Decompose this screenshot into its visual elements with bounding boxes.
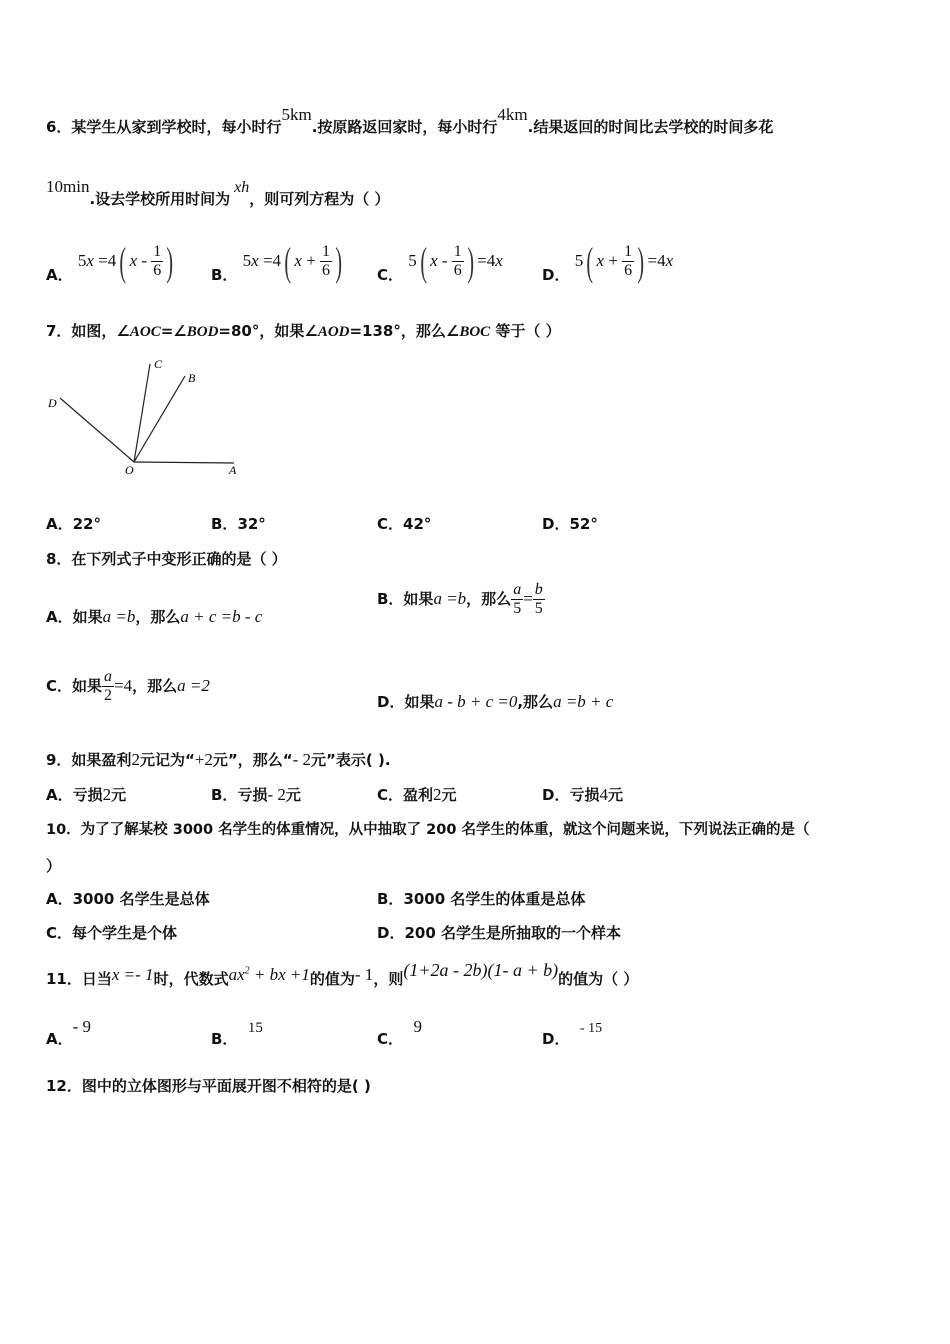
option-label: C． bbox=[377, 266, 404, 284]
q7-option-a[interactable] bbox=[46, 513, 101, 534]
q8-b-cond: a =b bbox=[433, 589, 467, 608]
option-text: 亏损 bbox=[569, 786, 600, 804]
option-text: 52° bbox=[569, 515, 598, 533]
q6-c-inner: x bbox=[430, 251, 438, 270]
option-label: A． bbox=[46, 515, 73, 533]
q6-d-inner: x bbox=[596, 251, 605, 270]
q6-a-var: x bbox=[86, 251, 94, 270]
option-label: D． bbox=[542, 266, 570, 284]
q6-diff: 10min bbox=[46, 177, 90, 196]
q6-d-num: 1 bbox=[624, 243, 633, 260]
ray-oa bbox=[134, 462, 234, 463]
q6-d-rhs: =4 bbox=[647, 251, 666, 270]
q7-boc: BOC bbox=[459, 324, 491, 340]
option-text: 元 bbox=[441, 786, 457, 804]
q7-option-d[interactable] bbox=[542, 513, 598, 534]
q6-text: .按原路返回家时，每小时行 bbox=[311, 118, 498, 136]
option-label: B． bbox=[211, 515, 238, 533]
q9-v2: +2 bbox=[194, 750, 213, 769]
option-value: 9 bbox=[413, 1017, 422, 1036]
option-text: 3000 名学生是总体 bbox=[72, 890, 210, 908]
q12-stem: 12．图中的立体图形与平面展开图不相符的是( ) bbox=[46, 1077, 371, 1095]
q11-expr2: (1+2a - 2b)(1- a + b) bbox=[403, 960, 559, 980]
ray-od bbox=[60, 398, 134, 462]
q6-b-inner: x bbox=[294, 251, 302, 270]
option-value: - 15 bbox=[579, 1021, 603, 1036]
label-b: B bbox=[188, 371, 196, 385]
option-text: 42° bbox=[403, 515, 432, 533]
q7-option-c[interactable] bbox=[377, 513, 431, 534]
q6-d-sign: + bbox=[608, 251, 618, 270]
q11-option-c[interactable] bbox=[377, 1016, 422, 1048]
q6-text: .设去学校所用时间为 bbox=[89, 190, 231, 208]
q11-text: 时，代数式 bbox=[153, 970, 229, 988]
q9-stem bbox=[46, 749, 391, 770]
option-label: C． bbox=[46, 924, 73, 942]
option-text: 200 名学生是所抽取的一个样本 bbox=[404, 924, 621, 942]
q6-var: xh bbox=[234, 179, 250, 196]
q9-v3: - 2 bbox=[292, 750, 312, 769]
option-text: ，那么 bbox=[135, 608, 181, 626]
option-text: 元 bbox=[607, 786, 623, 804]
q6-text: 6．某学生从家到学校时，每小时行 bbox=[46, 118, 282, 136]
label-d: D bbox=[48, 396, 57, 410]
q6-b-lhs: 5 bbox=[242, 251, 252, 270]
q9-option-d[interactable] bbox=[542, 784, 623, 805]
q6-option-a[interactable]: A． 5x =4( x - $\frac{1}{6}$ ) bbox=[46, 239, 174, 284]
q10-stem-line1: 10．为了了解某校 3000 名学生的体重情况，从中抽取了 200 名学生的体重，就这个问题来说，下列说法正确的是（ bbox=[46, 822, 810, 838]
option-value: 15 bbox=[247, 1020, 263, 1036]
q6-b-sign: + bbox=[306, 251, 316, 270]
q9-option-a[interactable] bbox=[46, 784, 126, 805]
q8-a-result: a + c =b - c bbox=[180, 607, 263, 626]
option-label: C． bbox=[377, 515, 404, 533]
q11-option-b[interactable] bbox=[211, 1016, 263, 1048]
q7-text: =138°，那么∠ bbox=[349, 322, 460, 340]
option-text: 元 bbox=[111, 786, 127, 804]
ray-oc bbox=[134, 364, 150, 462]
option-label: C． bbox=[377, 1030, 404, 1048]
q6-b-den: 6 bbox=[322, 262, 331, 279]
q6-a-eq: =4 bbox=[98, 251, 117, 270]
option-label: D． bbox=[542, 515, 570, 533]
option-label: C．如果 bbox=[46, 677, 103, 695]
q6-line2 bbox=[46, 177, 390, 209]
option-text: 盈利 bbox=[403, 786, 434, 804]
q6-a-sign: - bbox=[141, 251, 148, 270]
q11-text: 的值为 bbox=[309, 970, 355, 988]
option-label: A． bbox=[46, 786, 73, 804]
q8-a-cond: a =b bbox=[102, 607, 136, 626]
option-label: B． bbox=[377, 890, 404, 908]
option-text: 亏损 bbox=[72, 786, 103, 804]
option-text: 每个学生是个体 bbox=[72, 924, 178, 942]
q6-c-den: 6 bbox=[453, 262, 462, 279]
q11-text: 11．日当 bbox=[46, 970, 112, 988]
q11-expr-b: + bx +1 bbox=[249, 965, 310, 984]
option-text: 亏损 bbox=[237, 786, 268, 804]
q7-aod: AOD bbox=[317, 324, 350, 340]
option-label: A． bbox=[46, 1030, 73, 1048]
option-label: B． bbox=[211, 1030, 238, 1048]
label-c: C bbox=[154, 357, 163, 371]
q8-b-den2: 5 bbox=[534, 600, 543, 617]
q6-option-c[interactable]: C． 5( x - $\frac{1}{6}$ ) =4x bbox=[377, 239, 503, 284]
q10-option-a[interactable] bbox=[46, 888, 210, 909]
q8-d-cond: a - b + c =0 bbox=[434, 692, 518, 711]
q8-b-den1: 5 bbox=[513, 600, 522, 617]
option-text: ,那么 bbox=[517, 693, 554, 711]
q9-text: 元记为“ bbox=[139, 751, 195, 769]
q8-option-c[interactable] bbox=[46, 668, 210, 705]
q7-angle-figure bbox=[40, 352, 260, 482]
q9-text: 9．如果盈利 bbox=[46, 751, 132, 769]
q6-a-num: 1 bbox=[153, 243, 162, 260]
q9-option-c[interactable] bbox=[377, 784, 457, 805]
q9-v1: 2 bbox=[131, 750, 140, 769]
q6-line1 bbox=[46, 105, 774, 137]
option-text: ，那么 bbox=[466, 590, 512, 608]
q6-b-eq: =4 bbox=[262, 251, 282, 270]
q10-stem-line2: ） bbox=[46, 857, 62, 875]
q8-option-d[interactable] bbox=[377, 691, 613, 712]
label-a: A bbox=[229, 463, 237, 477]
option-label: A． bbox=[46, 890, 73, 908]
q6-text: .结果返回的时间比去学校的时间多花 bbox=[527, 118, 774, 136]
q8-c-eq: =4 bbox=[114, 676, 133, 695]
option-text: 22° bbox=[72, 515, 101, 533]
q7-text: 等于（ ） bbox=[490, 322, 561, 340]
option-label: A．如果 bbox=[46, 608, 103, 626]
option-text: 元 bbox=[285, 786, 301, 804]
q8-c-den: 2 bbox=[104, 687, 113, 704]
q8-option-a[interactable] bbox=[46, 606, 262, 627]
q11-cond: x =- 1 bbox=[111, 965, 154, 984]
q6-d-rhs-var: x bbox=[665, 251, 674, 270]
q11-text: 的值为（ ） bbox=[558, 970, 639, 988]
option-value: - 2 bbox=[267, 785, 286, 804]
option-label: C． bbox=[377, 786, 404, 804]
option-label: B．如果 bbox=[377, 590, 434, 608]
option-label: D．如果 bbox=[377, 693, 435, 711]
q6-a-lhs: 5 bbox=[77, 251, 87, 270]
q6-b-var: x bbox=[251, 251, 259, 270]
q10-option-c[interactable] bbox=[46, 922, 177, 943]
q10-option-d[interactable] bbox=[377, 922, 621, 943]
q11-text: ，则 bbox=[373, 970, 404, 988]
q7-text: =∠ bbox=[160, 322, 187, 340]
q6-d-den: 6 bbox=[624, 262, 633, 279]
q11-sup: 2 bbox=[244, 965, 250, 977]
q8-b-eq: = bbox=[523, 589, 533, 608]
q8-d-result: a =b + c bbox=[553, 692, 614, 711]
q6-a-den: 6 bbox=[153, 262, 162, 279]
q6-c-lhs: 5 bbox=[408, 251, 417, 270]
q10-option-b[interactable] bbox=[377, 888, 585, 909]
q7-stem bbox=[46, 320, 561, 341]
q9-text: 元”表示( ). bbox=[311, 751, 391, 769]
q11-stem bbox=[46, 960, 639, 989]
q6-b-num: 1 bbox=[322, 243, 331, 260]
q8-b-num1: a bbox=[513, 581, 522, 598]
q7-bod: BOD bbox=[186, 324, 219, 340]
q11-expr: ax bbox=[228, 965, 245, 984]
option-value: 2 bbox=[102, 785, 112, 804]
q6-a-inner: x bbox=[129, 251, 138, 270]
option-label: D． bbox=[542, 1030, 570, 1048]
q11-option-a[interactable] bbox=[46, 1016, 92, 1048]
option-value: 2 bbox=[433, 785, 442, 804]
q9-text: 元”，那么“ bbox=[212, 751, 293, 769]
q8-c-result: a =2 bbox=[177, 676, 210, 695]
q8-b-num2: b bbox=[534, 581, 543, 598]
label-o: O bbox=[125, 463, 134, 477]
option-value: - 9 bbox=[72, 1017, 92, 1036]
option-value: 4 bbox=[599, 785, 608, 804]
q6-c-num: 1 bbox=[453, 243, 462, 260]
q6-c-rhs-var: x bbox=[495, 251, 503, 270]
q7-text: 7．如图，∠ bbox=[46, 322, 130, 340]
q6-c-sign: - bbox=[441, 251, 448, 270]
option-label: B． bbox=[211, 786, 238, 804]
q6-c-rhs: =4 bbox=[477, 251, 496, 270]
q11-val: - 1 bbox=[354, 965, 374, 984]
option-label: D． bbox=[377, 924, 405, 942]
ray-ob bbox=[134, 376, 185, 462]
q6-speed2: 4km bbox=[497, 105, 528, 124]
q8-option-b[interactable] bbox=[377, 581, 545, 618]
q6-option-b[interactable]: B． 5x =4( x + $\frac{1}{6}$ ) bbox=[211, 239, 343, 284]
q6-d-lhs: 5 bbox=[574, 251, 584, 270]
q6-text: ，则可列方程为（ ） bbox=[249, 190, 390, 208]
q11-option-d[interactable] bbox=[542, 1016, 603, 1048]
q9-option-b[interactable] bbox=[211, 784, 301, 805]
q7-aoc: AOC bbox=[129, 324, 161, 340]
q6-option-d[interactable]: D． 5( x + $\frac{1}{6}$ ) =4x bbox=[542, 239, 674, 284]
option-label: D． bbox=[542, 786, 570, 804]
option-text: ，那么 bbox=[132, 677, 178, 695]
option-label: B． bbox=[211, 266, 238, 284]
option-text: 32° bbox=[237, 515, 266, 533]
q7-text: =80°，如果∠ bbox=[218, 322, 318, 340]
option-label: A． bbox=[46, 266, 73, 284]
q6-speed1: 5km bbox=[281, 105, 312, 124]
q8-c-num: a bbox=[104, 668, 113, 685]
q7-option-b[interactable] bbox=[211, 513, 266, 534]
q8-stem: 8．在下列式子中变形正确的是（ ） bbox=[46, 550, 287, 568]
option-text: 3000 名学生的体重是总体 bbox=[403, 890, 586, 908]
